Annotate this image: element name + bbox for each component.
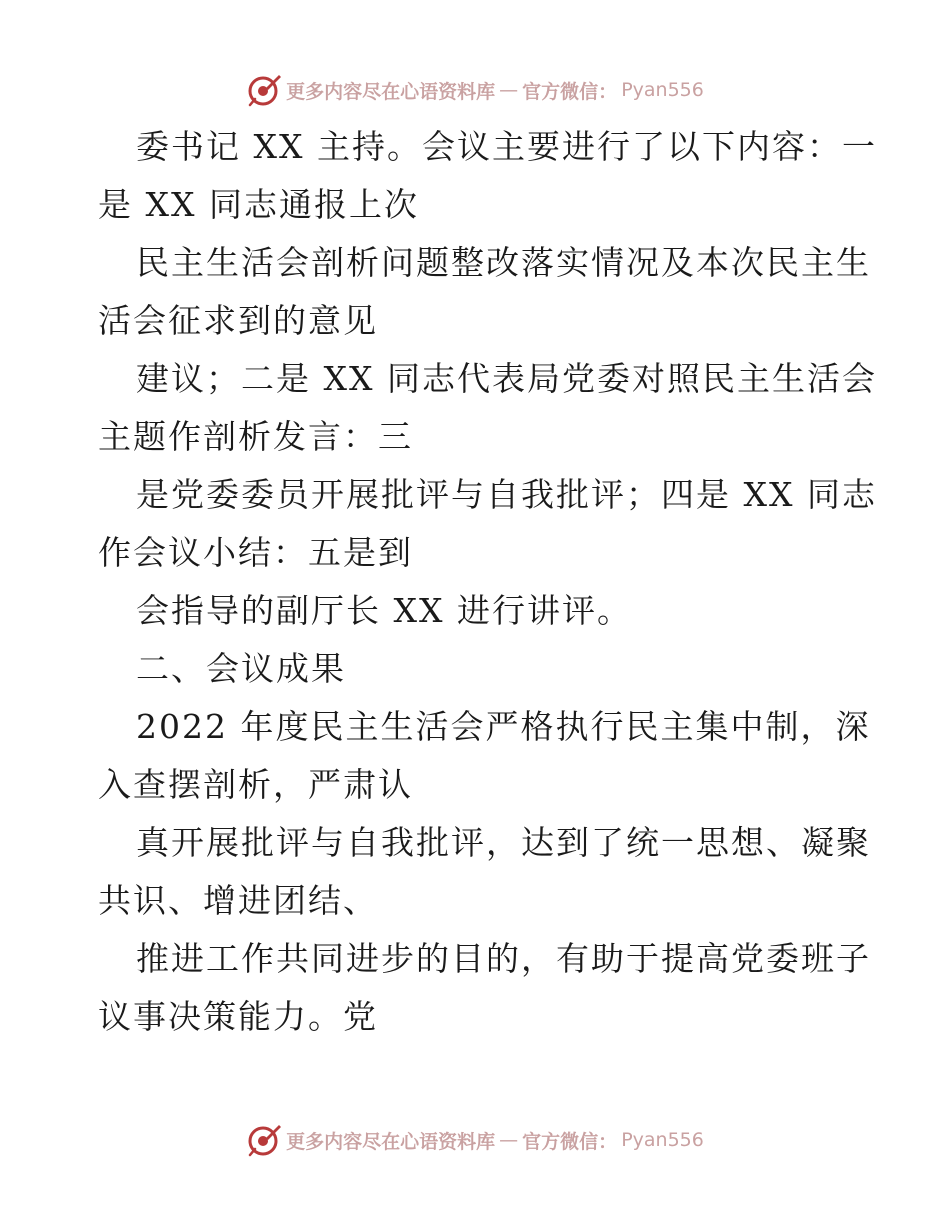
- section-heading: 二、会议成果: [136, 649, 346, 688]
- text-line: 推进工作共同进步的目的，有助于提高党委班子: [136, 939, 871, 978]
- watermark-wechat: 官方微信：: [522, 80, 618, 103]
- watermark-wechat: 官方微信：: [522, 1130, 618, 1153]
- watermark-dash: —: [499, 1129, 519, 1151]
- text-line: 议事决策能力。党: [98, 997, 378, 1036]
- text-line: 真开展批评与自我批评，达到了统一思想、凝聚: [136, 823, 871, 862]
- watermark-dash: —: [499, 79, 519, 101]
- watermark-id: Pyan556: [621, 79, 704, 101]
- footer-watermark: [0, 1120, 950, 1160]
- watermark-inner: [246, 1122, 704, 1158]
- pen-logo-icon: [246, 1122, 282, 1158]
- text-line: 作会议小结：五是到: [98, 533, 413, 572]
- watermark-text: 更多内容尽在心语资料库: [286, 80, 496, 103]
- text-line: 民主生活会剖析问题整改落实情况及本次民主生: [136, 243, 871, 282]
- text-line: 是党委委员开展批评与自我批评；四是 XX 同志: [136, 475, 877, 514]
- header-watermark: [0, 70, 950, 110]
- document-body: [98, 118, 877, 1046]
- text-line: 是 XX 同志通报上次: [98, 185, 419, 224]
- text-line: 会指导的副厅长 XX 进行讲评。: [136, 591, 632, 630]
- pen-logo-icon: [246, 72, 282, 108]
- text-line: 委书记 XX 主持。会议主要进行了以下内容：一: [136, 127, 877, 166]
- text-line: 入查摆剖析，严肃认: [98, 765, 413, 804]
- watermark-id: Pyan556: [621, 1129, 704, 1151]
- text-line: 2022 年度民主生活会严格执行民主集中制，深: [136, 707, 871, 746]
- text-line: 共识、增进团结、: [98, 881, 378, 920]
- watermark-text: 更多内容尽在心语资料库: [286, 1130, 496, 1153]
- text-line: 主题作剖析发言：三: [98, 417, 413, 456]
- watermark-inner: [246, 72, 704, 108]
- text-line: 活会征求到的意见: [98, 301, 378, 340]
- text-line: 建议；二是 XX 同志代表局党委对照民主生活会: [136, 359, 877, 398]
